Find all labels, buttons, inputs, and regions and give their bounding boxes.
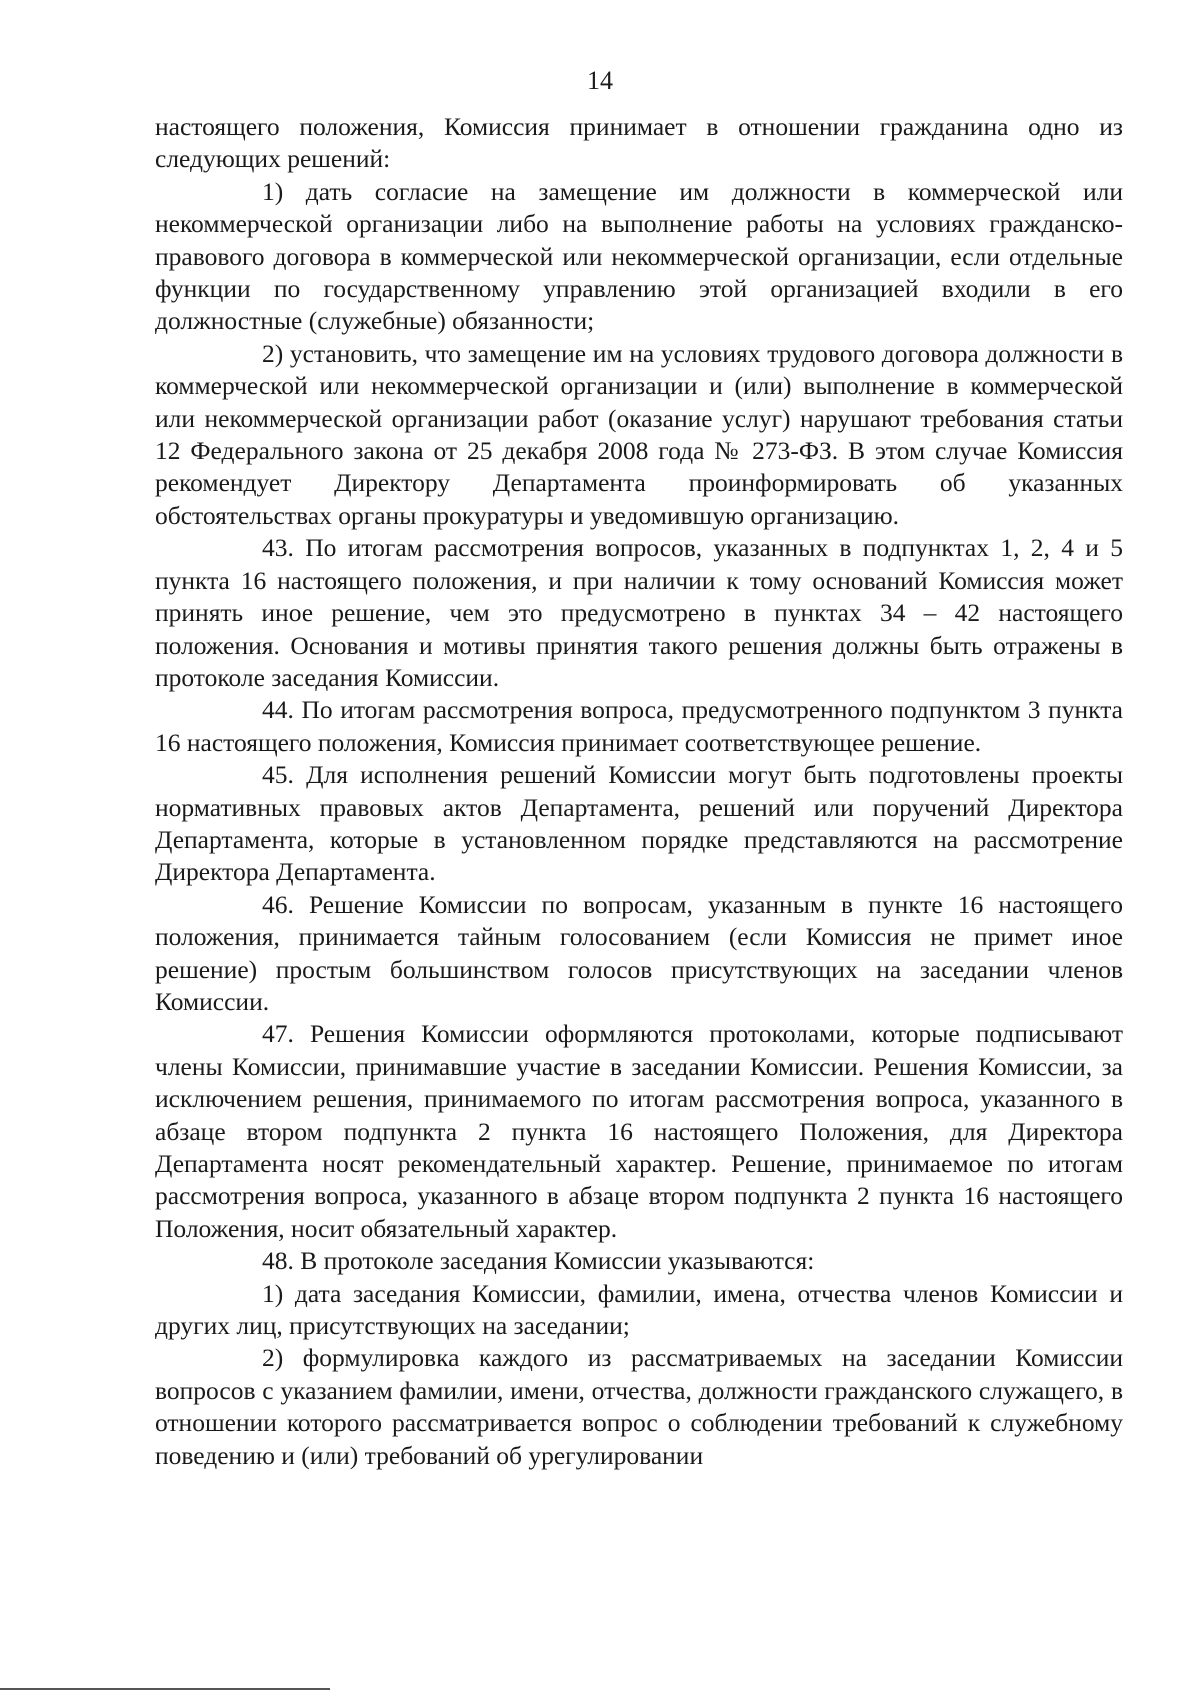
paragraph-48: 48. В протоколе заседания Комиссии указываются: xyxy=(262,1246,815,1276)
document-body xyxy=(155,111,1123,1472)
paragraph-subitem-2: 2) установить, что замещение им на условиях трудового договора должности в коммерческой или некоммерческой организации и (или) выполнение в коммерческой или некоммерческой организации работ (оказание услуг) нарушают требования статьи 12 Федерального закона от 25 декабря 2008 года № 273-ФЗ. В этом случае Комиссия рекомендует Директору Департамента проинформировать об указанных обстоятельствах органы прокуратуры и уведомившую организацию. xyxy=(155,338,1123,530)
paragraph-43: 43. По итогам рассмотрения вопросов, указанных в подпунктах 1, 2, 4 и 5 пункта 16 настоящего положения, и при наличии к тому оснований Комиссия может принять иное решение, чем это предусмотрено в пунктах 34 – 42 настоящего положения. Основания и мотивы принятия такого решения должны быть отражены в протоколе заседания Комиссии. xyxy=(155,533,1123,692)
paragraph-48-subitem-2: 2) формулировка каждого из рассматриваемых на заседании Комиссии вопросов с указанием фамилии, имени, отчества, должности гражданского служащего, в отношении которого рассматривается вопрос о соблюдении требований к служебному поведению и (или) требований об урегулировании xyxy=(155,1343,1123,1470)
paragraph-44: 44. По итогам рассмотрения вопроса, предусмотренного подпунктом 3 пункта 16 настоящего положения, Комиссия принимает соответствующее решение. xyxy=(155,695,1123,757)
paragraph-subitem-1: 1) дать согласие на замещение им должности в коммерческой или некоммерческой организации либо на выполнение работы на условиях гражданско-правового договора в коммерческой или некоммерческой организации, если отдельные функции по государственному управлению этой организацией входили в его должностные (служебные) обязанности; xyxy=(155,176,1123,336)
paragraph-47: 47. Решения Комиссии оформляются протоколами, которые подписывают члены Комиссии, принимавшие участие в заседании Комиссии. Решения Комиссии, за исключением решения, принимаемого по итогам рассмотрения вопроса, указанного в абзаце втором подпункта 2 пункта 16 настоящего Положения, для Директора Департамента носят рекомендательный характер. Решение, принимаемое по итогам рассмотрения вопроса, указанного в абзаце втором подпункта 2 пункта 16 настоящего Положения, носит обязательный характер. xyxy=(155,1019,1123,1243)
paragraph-46: 46. Решение Комиссии по вопросам, указанным в пункте 16 настоящего положения, принимается тайным голосованием (если Комиссия не примет иное решение) простым большинством голосов присутствующих на заседании членов Комиссии. xyxy=(155,889,1123,1016)
footer-divider xyxy=(0,1688,330,1690)
page-number: 14 xyxy=(587,66,613,95)
paragraph-48-subitem-1: 1) дата заседания Комиссии, фамилии, имена, отчества членов Комиссии и других лиц, присутствующих на заседании; xyxy=(155,1278,1123,1341)
paragraph-continuation: настоящего положения, Комиссия принимает в отношении гражданина одно из следующих решений: xyxy=(155,112,1123,174)
paragraph-45: 45. Для исполнения решений Комиссии могут быть подготовлены проекты нормативных правовых актов Департамента, решений или поручений Директора Департамента, которые в установленном порядке представляются на рассмотрение Директора Департамента. xyxy=(155,760,1123,887)
